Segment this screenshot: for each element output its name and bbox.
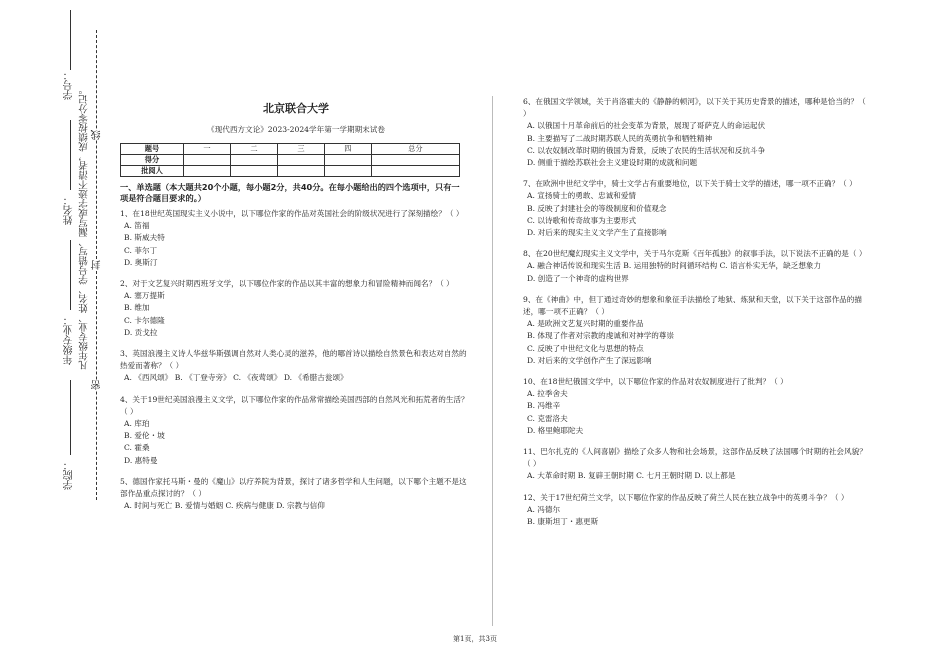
score-row-label: 批阅人 (121, 166, 184, 177)
option[interactable]: D. 对后来的文学创作产生了深远影响 (527, 355, 652, 365)
question-stem: 8、在20世纪魔幻现实主义文学中，关于马尔克斯《百年孤独》的叙事手法，以下说法不正确的是（ ） (523, 249, 867, 259)
question-stem: 5、德国作家托马斯・曼的《魔山》以疗养院为背景，探讨了诸多哲学和人生问题，以下哪个主题不是这部作品重点探讨的？（ ） (120, 476, 467, 499)
option[interactable]: B. 体现了作者对宗教的虔诚和对神学的尊崇 (527, 331, 675, 341)
score-row-label: 得分 (121, 155, 184, 166)
score-cell[interactable] (371, 155, 459, 166)
question-item (523, 376, 868, 437)
option[interactable]: D. 格里鲍耶陀夫 (527, 425, 584, 435)
option[interactable]: D. 侧重于描绘苏联社会主义建设时期的成就和问题 (527, 158, 698, 168)
table-row (121, 144, 460, 155)
score-column-header: 一 (184, 144, 231, 155)
grade-major-label: 年级专业： (64, 315, 75, 365)
option[interactable]: B. 反映了封建社会的等级制度和价值观念 (527, 203, 667, 213)
option[interactable]: C. 克雷洛夫 (527, 413, 568, 423)
option[interactable]: B. 主要描写了二战时期苏联人民的英勇抗争和牺牲精神 (527, 133, 713, 143)
question-stem: 12、关于17世纪荷兰文学，以下哪位作家的作品反映了荷兰人民在独立战争中的英勇斗争？（ ） (523, 492, 849, 502)
option[interactable]: B. 康斯坦丁・惠更斯 (527, 517, 599, 527)
option[interactable]: C. 菲尔丁 (124, 245, 158, 255)
question-stem: 9、在《神曲》中，但丁通过奇妙的想象和象征手法描绘了地狱、炼狱和天堂，以下关于这部作品的描述，哪一项不正确？（ ） (523, 294, 862, 317)
left-question-column (120, 208, 472, 512)
option[interactable]: B. 爱伦・坡 (124, 431, 165, 441)
option[interactable]: A. 大革命时期 B. 复辟王朝时期 C. 七月王朝时期 D. 以上都是 (527, 471, 736, 481)
question-stem: 11、巴尔扎克的《人间喜剧》描绘了众多人物和社会场景，这部作品反映了法国哪个时期的社会风貌？（ ） (523, 447, 867, 469)
score-cell[interactable] (324, 155, 371, 166)
seal-mark-feng: 封 (92, 260, 103, 270)
question-item (523, 294, 868, 367)
question-item (523, 96, 868, 169)
college-underline (70, 380, 71, 455)
student-id-label: 学号： (64, 70, 75, 100)
option[interactable]: C. 以诗歌和传奇故事为主要形式 (527, 215, 637, 225)
option[interactable]: A. 冯德尔 (527, 504, 561, 514)
option[interactable]: A. 宣扬骑士的勇敢、忠诚和爱情 (527, 191, 637, 201)
score-cell[interactable] (230, 166, 277, 177)
table-row (121, 166, 460, 177)
option[interactable]: A. 《西风颂》 B. 《丁登寺旁》 C. 《夜莺颂》 D. 《希腊古瓮颂》 (124, 373, 348, 383)
option[interactable]: C. 卡尔德隆 (124, 315, 165, 325)
student-id-underline (70, 10, 71, 70)
question-stem: 2、对于文艺复兴时期西班牙文学，以下哪位作家的作品以其丰富的想象力和冒险精神而闻名？（ ） (120, 279, 454, 289)
question-item (523, 492, 868, 529)
university-title: 北京联合大学 (263, 102, 329, 115)
option[interactable]: A. 融合神话传说和现实生活 B. 运用独特的时间循环结构 C. 语言朴实无华，缺乏想象力 (527, 261, 822, 271)
score-row-label: 题号 (121, 144, 184, 155)
option[interactable]: D. 创造了一个神奇的虚构世界 (527, 273, 629, 283)
question-item (120, 278, 472, 339)
option[interactable]: A. 塞万提斯 (124, 291, 165, 301)
question-stem: 3、英国浪漫主义诗人华兹华斯强调自然对人类心灵的滋养，他的哪首诗以描绘自然景色和表达对自然的热爱而著称？（ ） (120, 349, 467, 371)
right-question-column (523, 96, 868, 528)
option[interactable]: D. 贡戈拉 (124, 327, 158, 337)
option[interactable]: B. 维加 (124, 303, 150, 313)
name-underline (70, 120, 71, 190)
exam-subtitle: 《现代西方文论》2023-2024学年第一学期期末试卷 (207, 125, 385, 134)
score-cell[interactable] (184, 166, 231, 177)
question-item (120, 348, 472, 385)
option[interactable]: D. 惠特曼 (124, 455, 158, 465)
score-column-header: 总分 (371, 144, 459, 155)
question-item (120, 208, 472, 269)
option[interactable]: A. 笛福 (124, 221, 150, 231)
score-cell[interactable] (184, 155, 231, 166)
option[interactable]: A. 拉季舍夫 (527, 389, 568, 399)
question-stem: 4、关于19世纪美国浪漫主义文学，以下哪位作家的作品常常描绘美国西部的自然风光和拓荒者的生活？（ ） (120, 394, 469, 416)
binding-strip (0, 0, 110, 672)
option[interactable]: C. 反映了中世纪文化与思想的特点 (527, 343, 644, 353)
question-stem: 7、在欧洲中世纪文学中，骑士文学占有重要地位，以下关于骑士文学的描述，哪一项不正确？（ ） (523, 179, 857, 189)
option[interactable]: D. 对后来的现实主义文学产生了直接影响 (527, 228, 667, 238)
option[interactable]: A. 时间与死亡 B. 爱情与婚姻 C. 疾病与健康 D. 宗教与信仰 (124, 501, 325, 511)
score-cell[interactable] (277, 166, 324, 177)
table-row (121, 155, 460, 166)
score-cell[interactable] (324, 166, 371, 177)
question-item (523, 178, 868, 239)
option[interactable]: A. 库珀 (124, 419, 150, 429)
seal-mark-xian: 线 (92, 130, 103, 140)
question-stem: 10、在18世纪俄国文学中，以下哪位作家的作品对农奴制度进行了批判？（ ） (523, 377, 788, 387)
score-column-header: 三 (277, 144, 324, 155)
option[interactable]: C. 霍桑 (124, 443, 150, 453)
name-label: 姓名： (64, 195, 75, 225)
page-footer: 第1页，共3页 (453, 635, 497, 643)
score-cell[interactable] (277, 155, 324, 166)
option[interactable]: A. 是欧洲文艺复兴时期的重要作品 (527, 319, 644, 329)
seal-mark-mi: 密 (92, 380, 103, 390)
question-item (523, 446, 868, 483)
option[interactable]: A. 以俄国十月革命前后的社会变革为背景，展现了哥萨克人的命运起伏 (527, 121, 766, 131)
question-item (120, 476, 472, 513)
option[interactable]: C. 以农奴制改革时期的俄国为背景，反映了农民的生活状况和反抗斗争 (527, 145, 766, 155)
binding-instructions: 凡年级专业、姓名、学号错写、漏写或字迹不清者，成绩按零分记。 (79, 85, 90, 370)
score-table (120, 143, 460, 177)
college-label: 学院： (64, 460, 75, 490)
column-divider (492, 96, 493, 626)
question-item (120, 394, 472, 467)
score-cell[interactable] (230, 155, 277, 166)
score-cell[interactable] (371, 166, 459, 177)
option[interactable]: B. 冯维辛 (527, 401, 561, 411)
question-item (523, 248, 868, 285)
option[interactable]: B. 斯威夫特 (124, 233, 165, 243)
option[interactable]: D. 奥斯汀 (124, 257, 158, 267)
question-stem: 6、在俄国文学领域，关于肖洛霍夫的《静静的顿河》，以下关于其历史背景的描述，哪种是恰当的？（ ） (523, 97, 866, 119)
question-stem: 1、在18世纪英国现实主义小说中，以下哪位作家的作品对英国社会的阶级状况进行了深刻描绘？（ ） (120, 209, 464, 218)
score-column-header: 四 (324, 144, 371, 155)
section-heading: 一、单选题（本大题共20个小题，每小题2分，共40分。在每小题给出的四个选项中，只有一项是符合题目要求的。） (120, 182, 460, 203)
score-column-header: 二 (230, 144, 277, 155)
grade-underline (70, 240, 71, 310)
